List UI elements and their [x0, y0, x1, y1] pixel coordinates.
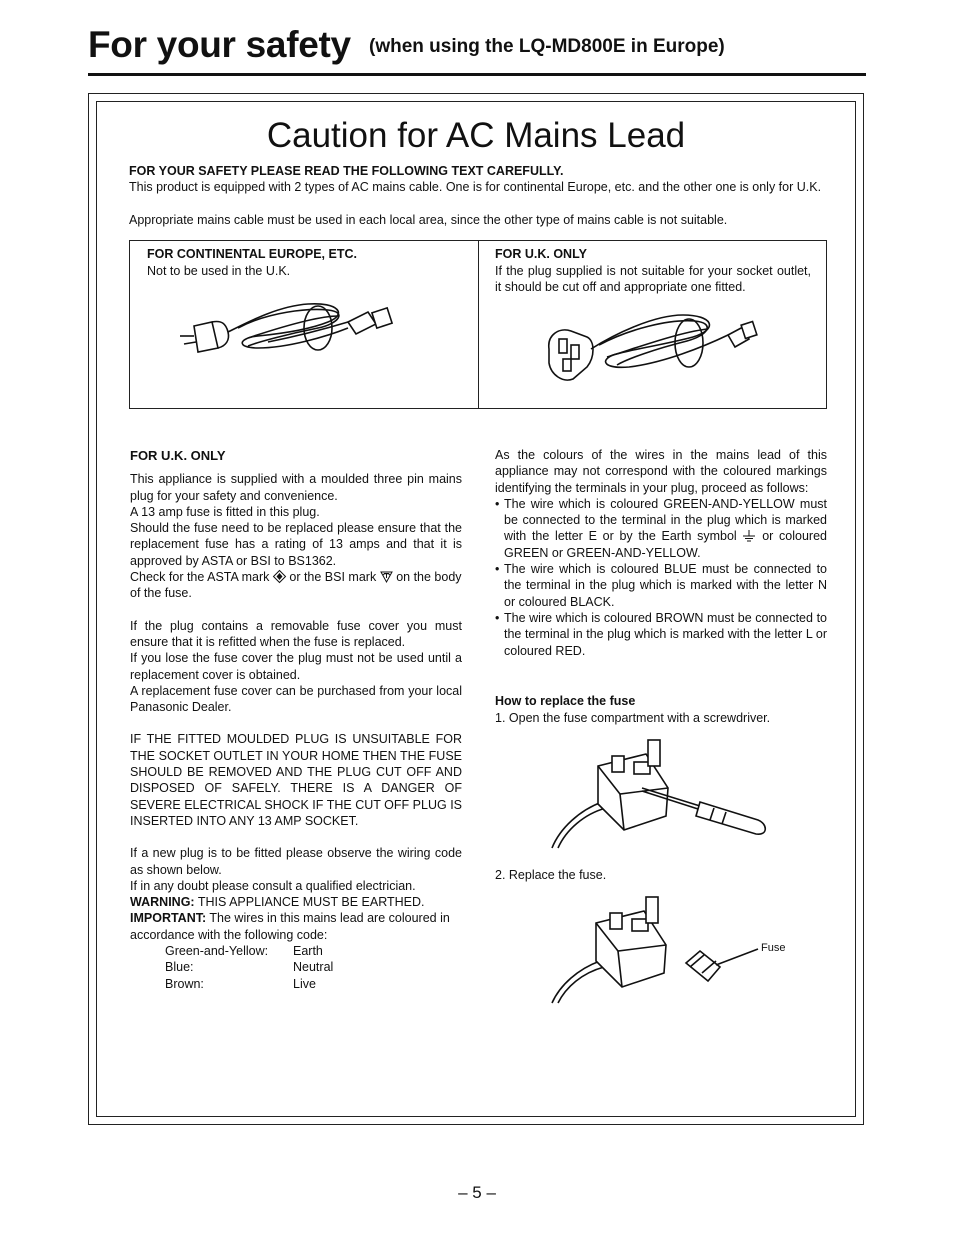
warning-line	[130, 894, 462, 910]
wiring-code-row	[130, 959, 462, 975]
plug-screwdriver-illustration	[550, 738, 772, 850]
uk-paragraph-9: If in any doubt please consult a qualified electrician.	[130, 878, 416, 893]
intro-paragraph-1: This product is equipped with 2 types of AC mains cable. One is for continental Europe, etc. and the other one is only for U.K.	[129, 180, 822, 194]
intro-paragraph-2: Appropriate mains cable must be used in each local area, since the other type of mains cable is not suitable.	[129, 213, 728, 227]
intro-bold-line: FOR YOUR SAFETY PLEASE READ THE FOLLOWING TEXT CAREFULLY.	[129, 164, 564, 178]
fuse-body-text: on the body of the fuse.	[130, 570, 462, 601]
wire-colour: Brown:	[165, 976, 204, 991]
bullet-green-yellow-text-a: The wire which is coloured GREEN-AND-YELLOW must be connected to the terminal in the plug which is marked with the letter E or by the Earth symbol	[504, 496, 827, 544]
fuse-replace-heading: How to replace the fuse	[495, 694, 636, 708]
uk-paragraph-8: If a new plug is to be fitted please observe the wiring code as shown below.	[130, 846, 462, 877]
bullet-brown-text: The wire which is coloured BROWN must be connected to the terminal in the plug which is marked with the letter L or coloured RED.	[504, 610, 827, 658]
uk-instructions-column	[130, 448, 462, 992]
uk-paragraph-4	[130, 569, 462, 602]
wire-function: Earth	[293, 944, 323, 959]
uk-paragraph-1: This appliance is supplied with a moulded three pin mains plug for your safety and convenience.	[130, 472, 462, 503]
caution-heading: Caution for AC Mains Lead	[266, 116, 686, 155]
page-subtitle: (when using the LQ-MD800E in Europe)	[369, 36, 725, 57]
uk-paragraph-5: If the plug contains a removable fuse cover you must ensure that it is refitted when the fuse is replaced.	[130, 618, 462, 649]
wiring-instructions-column	[495, 447, 827, 659]
bullet-green-yellow: • The wire which is coloured GREEN-AND-YELLOW must be connected to the terminal in the plug which is marked with the letter E or by the Earth symbol or coloured GREEN or GREEN-AND-YELLOW.	[495, 496, 827, 560]
wire-colour: Green-and-Yellow:	[165, 944, 269, 959]
uk-danger-warning: IF THE FITTED MOULDED PLUG IS UNSUITABLE FOR THE SOCKET OUTLET IN YOUR HOME THEN THE FUSE SHOULD BE REMOVED AND THE PLUG CUT OFF AND DISPOSED OF SAFELY. THERE IS A DANGER OF SEVERE ELECTRICAL SHOCK IF THE CUT OFF PLUG IS INSERTED INTO ANY 13 AMP SOCKET.	[130, 732, 462, 828]
uk-cable-title: FOR U.K. ONLY	[495, 247, 587, 261]
bsi-kitemark-icon	[380, 570, 393, 583]
important-text: The wires in this mains lead are coloured in accordance with the following code:	[130, 911, 450, 942]
warning-text: THIS APPLIANCE MUST BE EARTHED.	[197, 895, 425, 910]
wire-function: Neutral	[293, 960, 334, 975]
wire-colour: Blue:	[165, 960, 194, 975]
earth-symbol-icon	[742, 530, 756, 542]
title-rule	[88, 73, 866, 76]
uk-cable-illustration	[543, 305, 758, 387]
important-line	[130, 910, 462, 943]
page-number: – 5 –	[458, 1183, 496, 1202]
uk-paragraph-6: If you lose the fuse cover the plug must not be used until a replacement cover is obtained.	[130, 651, 462, 682]
uk-cable-text: If the plug supplied is not suitable for your socket outlet, it should be cut off and appropriate one fitted.	[495, 264, 811, 295]
uk-paragraph-3: Should the fuse need to be replaced please ensure that the replacement fuse has a rating of 13 amps and that it is approved by ASTA or BSI to BS1362.	[130, 521, 462, 568]
wire-function: Live	[293, 976, 316, 991]
fuse-step-1: 1. Open the fuse compartment with a screwdriver.	[495, 711, 771, 725]
asta-text: Check for the ASTA mark	[130, 570, 270, 585]
plug-fuse-illustration	[550, 893, 750, 1005]
uk-section-heading: FOR U.K. ONLY	[130, 448, 226, 463]
important-label: IMPORTANT:	[130, 911, 207, 926]
uk-paragraph-2: A 13 amp fuse is fitted in this plug.	[130, 504, 320, 519]
fuse-step-2: 2. Replace the fuse.	[495, 868, 607, 882]
wire-colour-intro: As the colours of the wires in the mains lead of this appliance may not correspond with the coloured markings identifying the terminals in your plug, proceed as follows:	[495, 448, 827, 495]
fuse-callout-label: Fuse	[761, 942, 786, 954]
wiring-code-row	[130, 943, 462, 959]
wiring-code-row	[130, 976, 462, 992]
bullet-green-yellow-text-b: or coloured GREEN or GREEN-AND-YELLOW.	[504, 529, 827, 560]
europe-cable-illustration	[178, 292, 398, 362]
warning-label: WARNING:	[130, 895, 195, 910]
bullet-brown: • The wire which is coloured BROWN must be connected to the terminal in the plug which is marked with the letter L or coloured RED.	[495, 610, 827, 658]
bullet-blue-text: The wire which is coloured BLUE must be connected to the terminal in the plug which is marked with the letter N or coloured BLACK.	[504, 562, 827, 609]
cable-box-divider	[478, 240, 479, 409]
bullet-blue: • The wire which is coloured BLUE must be connected to the terminal in the plug which is marked with the letter N or coloured BLACK.	[495, 562, 827, 609]
asta-mark-icon	[273, 570, 286, 583]
bsi-text: or the BSI mark	[289, 570, 377, 585]
page-title: For your safety	[88, 24, 351, 65]
uk-paragraph-7: A replacement fuse cover can be purchased from your local Panasonic Dealer.	[130, 683, 462, 715]
europe-cable-text: Not to be used in the U.K.	[147, 264, 291, 278]
europe-cable-title: FOR CONTINENTAL EUROPE, ETC.	[147, 247, 357, 261]
